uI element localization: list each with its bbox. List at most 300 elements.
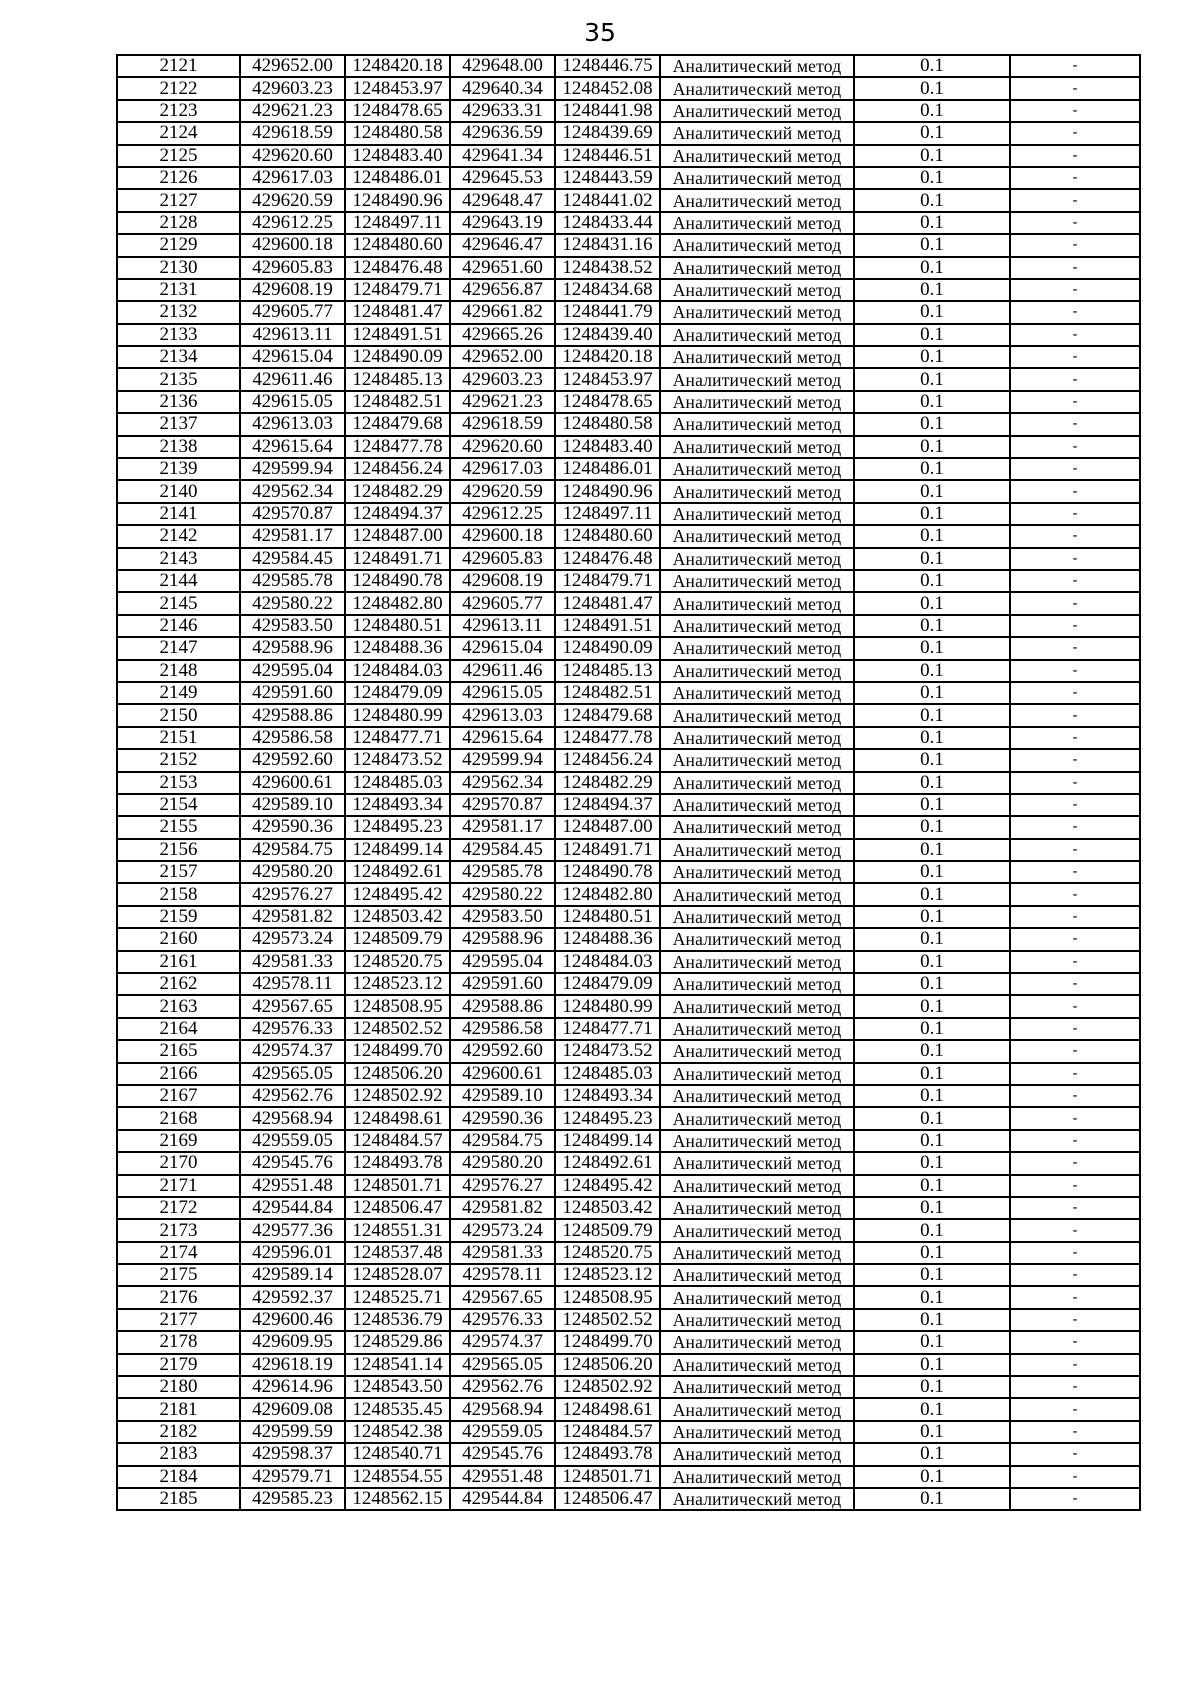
point-number-cell: 2143 — [117, 548, 240, 570]
table-row — [117, 704, 1140, 726]
x2-cell: 429568.94 — [450, 1398, 555, 1420]
y2-cell: 1248477.78 — [555, 727, 660, 749]
point-number-cell: 2136 — [117, 391, 240, 413]
method-cell: Аналитический метод — [660, 1488, 854, 1510]
table-row — [117, 1018, 1140, 1040]
method-cell: Аналитический метод — [660, 346, 854, 368]
y1-cell: 1248490.78 — [345, 570, 450, 592]
precision-cell: 0.1 — [854, 1130, 1010, 1152]
x1-cell: 429576.27 — [240, 883, 345, 905]
y1-cell: 1248536.79 — [345, 1309, 450, 1331]
method-cell: Аналитический метод — [660, 1018, 854, 1040]
y2-cell: 1248501.71 — [555, 1466, 660, 1488]
dash-cell: - — [1010, 1197, 1140, 1219]
point-number-cell: 2157 — [117, 861, 240, 883]
y1-cell: 1248473.52 — [345, 749, 450, 771]
point-number-cell: 2156 — [117, 839, 240, 861]
x2-cell: 429618.59 — [450, 413, 555, 435]
y2-cell: 1248523.12 — [555, 1264, 660, 1286]
precision-cell: 0.1 — [854, 727, 1010, 749]
method-cell: Аналитический метод — [660, 1286, 854, 1308]
method-cell: Аналитический метод — [660, 189, 854, 211]
x2-cell: 429591.60 — [450, 973, 555, 995]
y1-cell: 1248490.09 — [345, 346, 450, 368]
point-number-cell: 2177 — [117, 1309, 240, 1331]
x1-cell: 429551.48 — [240, 1175, 345, 1197]
dash-cell: - — [1010, 480, 1140, 502]
point-number-cell: 2131 — [117, 279, 240, 301]
coordinates-table — [116, 54, 1141, 1511]
y1-cell: 1248493.34 — [345, 794, 450, 816]
y1-cell: 1248506.47 — [345, 1197, 450, 1219]
x1-cell: 429600.61 — [240, 772, 345, 794]
dash-cell: - — [1010, 1130, 1140, 1152]
y1-cell: 1248503.42 — [345, 906, 450, 928]
precision-cell: 0.1 — [854, 570, 1010, 592]
y2-cell: 1248481.47 — [555, 592, 660, 614]
y2-cell: 1248493.34 — [555, 1085, 660, 1107]
y1-cell: 1248493.78 — [345, 1152, 450, 1174]
table-row — [117, 1354, 1140, 1376]
point-number-cell: 2150 — [117, 704, 240, 726]
dash-cell: - — [1010, 1107, 1140, 1129]
y2-cell: 1248498.61 — [555, 1398, 660, 1420]
table-row — [117, 682, 1140, 704]
method-cell: Аналитический метод — [660, 1175, 854, 1197]
dash-cell: - — [1010, 1421, 1140, 1443]
method-cell: Аналитический метод — [660, 772, 854, 794]
y2-cell: 1248441.98 — [555, 100, 660, 122]
point-number-cell: 2161 — [117, 951, 240, 973]
y1-cell: 1248476.48 — [345, 257, 450, 279]
point-number-cell: 2145 — [117, 592, 240, 614]
table-row — [117, 1197, 1140, 1219]
table-row — [117, 301, 1140, 323]
x2-cell: 429615.05 — [450, 682, 555, 704]
y1-cell: 1248499.14 — [345, 839, 450, 861]
table-row — [117, 861, 1140, 883]
y2-cell: 1248486.01 — [555, 458, 660, 480]
method-cell: Аналитический метод — [660, 257, 854, 279]
dash-cell: - — [1010, 167, 1140, 189]
table-row — [117, 167, 1140, 189]
precision-cell: 0.1 — [854, 682, 1010, 704]
table-row — [117, 212, 1140, 234]
y2-cell: 1248443.59 — [555, 167, 660, 189]
y1-cell: 1248420.18 — [345, 55, 450, 77]
method-cell: Аналитический метод — [660, 1107, 854, 1129]
method-cell: Аналитический метод — [660, 1421, 854, 1443]
x1-cell: 429596.01 — [240, 1242, 345, 1264]
y1-cell: 1248551.31 — [345, 1219, 450, 1241]
precision-cell: 0.1 — [854, 77, 1010, 99]
y2-cell: 1248433.44 — [555, 212, 660, 234]
precision-cell: 0.1 — [854, 257, 1010, 279]
table-row — [117, 1488, 1140, 1510]
x1-cell: 429577.36 — [240, 1219, 345, 1241]
x2-cell: 429584.45 — [450, 839, 555, 861]
y2-cell: 1248494.37 — [555, 794, 660, 816]
precision-cell: 0.1 — [854, 1376, 1010, 1398]
dash-cell: - — [1010, 55, 1140, 77]
x1-cell: 429565.05 — [240, 1063, 345, 1085]
table-row — [117, 1040, 1140, 1062]
dash-cell: - — [1010, 883, 1140, 905]
precision-cell: 0.1 — [854, 1421, 1010, 1443]
x1-cell: 429595.04 — [240, 660, 345, 682]
precision-cell: 0.1 — [854, 1443, 1010, 1465]
y2-cell: 1248439.40 — [555, 324, 660, 346]
x1-cell: 429581.33 — [240, 951, 345, 973]
precision-cell: 0.1 — [854, 928, 1010, 950]
precision-cell: 0.1 — [854, 816, 1010, 838]
x2-cell: 429584.75 — [450, 1130, 555, 1152]
table-row — [117, 794, 1140, 816]
y1-cell: 1248484.57 — [345, 1130, 450, 1152]
y1-cell: 1248492.61 — [345, 861, 450, 883]
table-row — [117, 100, 1140, 122]
precision-cell: 0.1 — [854, 1286, 1010, 1308]
dash-cell: - — [1010, 592, 1140, 614]
y1-cell: 1248480.60 — [345, 234, 450, 256]
point-number-cell: 2159 — [117, 906, 240, 928]
x1-cell: 429605.77 — [240, 301, 345, 323]
y1-cell: 1248482.51 — [345, 391, 450, 413]
dash-cell: - — [1010, 122, 1140, 144]
y2-cell: 1248484.57 — [555, 1421, 660, 1443]
dash-cell: - — [1010, 1488, 1140, 1510]
precision-cell: 0.1 — [854, 480, 1010, 502]
method-cell: Аналитический метод — [660, 1197, 854, 1219]
x2-cell: 429573.24 — [450, 1219, 555, 1241]
dash-cell: - — [1010, 1040, 1140, 1062]
precision-cell: 0.1 — [854, 749, 1010, 771]
y2-cell: 1248497.11 — [555, 503, 660, 525]
y2-cell: 1248479.09 — [555, 973, 660, 995]
x2-cell: 429633.31 — [450, 100, 555, 122]
x2-cell: 429585.78 — [450, 861, 555, 883]
x1-cell: 429580.22 — [240, 592, 345, 614]
table-row — [117, 324, 1140, 346]
dash-cell: - — [1010, 1242, 1140, 1264]
point-number-cell: 2171 — [117, 1175, 240, 1197]
x1-cell: 429599.59 — [240, 1421, 345, 1443]
table-row — [117, 772, 1140, 794]
x2-cell: 429615.04 — [450, 637, 555, 659]
y1-cell: 1248491.51 — [345, 324, 450, 346]
dash-cell: - — [1010, 301, 1140, 323]
y2-cell: 1248499.70 — [555, 1331, 660, 1353]
table-row — [117, 1175, 1140, 1197]
table-row — [117, 55, 1140, 77]
dash-cell: - — [1010, 928, 1140, 950]
table-row — [117, 1376, 1140, 1398]
method-cell: Аналитический метод — [660, 279, 854, 301]
dash-cell: - — [1010, 324, 1140, 346]
x2-cell: 429600.18 — [450, 525, 555, 547]
dash-cell: - — [1010, 816, 1140, 838]
dash-cell: - — [1010, 346, 1140, 368]
precision-cell: 0.1 — [854, 1398, 1010, 1420]
precision-cell: 0.1 — [854, 55, 1010, 77]
precision-cell: 0.1 — [854, 772, 1010, 794]
y1-cell: 1248523.12 — [345, 973, 450, 995]
x1-cell: 429611.46 — [240, 368, 345, 390]
y2-cell: 1248502.92 — [555, 1376, 660, 1398]
dash-cell: - — [1010, 212, 1140, 234]
precision-cell: 0.1 — [854, 145, 1010, 167]
precision-cell: 0.1 — [854, 301, 1010, 323]
x2-cell: 429562.34 — [450, 772, 555, 794]
x1-cell: 429585.78 — [240, 570, 345, 592]
x1-cell: 429578.11 — [240, 973, 345, 995]
point-number-cell: 2163 — [117, 995, 240, 1017]
y1-cell: 1248480.99 — [345, 704, 450, 726]
table-row — [117, 816, 1140, 838]
point-number-cell: 2144 — [117, 570, 240, 592]
table-row — [117, 548, 1140, 570]
table-row — [117, 391, 1140, 413]
x2-cell: 429648.47 — [450, 189, 555, 211]
table-row — [117, 615, 1140, 637]
x1-cell: 429583.50 — [240, 615, 345, 637]
precision-cell: 0.1 — [854, 324, 1010, 346]
y2-cell: 1248490.78 — [555, 861, 660, 883]
x2-cell: 429640.34 — [450, 77, 555, 99]
dash-cell: - — [1010, 1286, 1140, 1308]
precision-cell: 0.1 — [854, 279, 1010, 301]
x1-cell: 429562.76 — [240, 1085, 345, 1107]
method-cell: Аналитический метод — [660, 458, 854, 480]
table-row — [117, 257, 1140, 279]
point-number-cell: 2135 — [117, 368, 240, 390]
x1-cell: 429603.23 — [240, 77, 345, 99]
precision-cell: 0.1 — [854, 1331, 1010, 1353]
method-cell: Аналитический метод — [660, 1443, 854, 1465]
precision-cell: 0.1 — [854, 1197, 1010, 1219]
precision-cell: 0.1 — [854, 212, 1010, 234]
method-cell: Аналитический метод — [660, 973, 854, 995]
y2-cell: 1248479.68 — [555, 704, 660, 726]
table-row — [117, 906, 1140, 928]
x2-cell: 429645.53 — [450, 167, 555, 189]
point-number-cell: 2175 — [117, 1264, 240, 1286]
y2-cell: 1248478.65 — [555, 391, 660, 413]
point-number-cell: 2153 — [117, 772, 240, 794]
x1-cell: 429589.14 — [240, 1264, 345, 1286]
x1-cell: 429621.23 — [240, 100, 345, 122]
method-cell: Аналитический метод — [660, 637, 854, 659]
y2-cell: 1248485.03 — [555, 1063, 660, 1085]
method-cell: Аналитический метод — [660, 704, 854, 726]
x1-cell: 429579.71 — [240, 1466, 345, 1488]
table-row — [117, 189, 1140, 211]
x2-cell: 429578.11 — [450, 1264, 555, 1286]
y2-cell: 1248477.71 — [555, 1018, 660, 1040]
x1-cell: 429620.60 — [240, 145, 345, 167]
x2-cell: 429613.03 — [450, 704, 555, 726]
precision-cell: 0.1 — [854, 458, 1010, 480]
point-number-cell: 2122 — [117, 77, 240, 99]
x2-cell: 429612.25 — [450, 503, 555, 525]
y1-cell: 1248478.65 — [345, 100, 450, 122]
dash-cell: - — [1010, 1175, 1140, 1197]
coordinates-table-body — [117, 55, 1140, 1510]
precision-cell: 0.1 — [854, 660, 1010, 682]
precision-cell: 0.1 — [854, 839, 1010, 861]
y1-cell: 1248520.75 — [345, 951, 450, 973]
y2-cell: 1248480.60 — [555, 525, 660, 547]
y2-cell: 1248483.40 — [555, 436, 660, 458]
method-cell: Аналитический метод — [660, 301, 854, 323]
table-row — [117, 1063, 1140, 1085]
precision-cell: 0.1 — [854, 883, 1010, 905]
x1-cell: 429652.00 — [240, 55, 345, 77]
precision-cell: 0.1 — [854, 973, 1010, 995]
method-cell: Аналитический метод — [660, 570, 854, 592]
point-number-cell: 2128 — [117, 212, 240, 234]
precision-cell: 0.1 — [854, 1488, 1010, 1510]
precision-cell: 0.1 — [854, 1242, 1010, 1264]
x1-cell: 429615.64 — [240, 436, 345, 458]
dash-cell: - — [1010, 861, 1140, 883]
x2-cell: 429605.77 — [450, 592, 555, 614]
point-number-cell: 2147 — [117, 637, 240, 659]
method-cell: Аналитический метод — [660, 839, 854, 861]
table-row — [117, 973, 1140, 995]
x2-cell: 429576.27 — [450, 1175, 555, 1197]
x1-cell: 429598.37 — [240, 1443, 345, 1465]
x1-cell: 429581.17 — [240, 525, 345, 547]
dash-cell: - — [1010, 1018, 1140, 1040]
method-cell: Аналитический метод — [660, 100, 854, 122]
precision-cell: 0.1 — [854, 391, 1010, 413]
x2-cell: 429559.05 — [450, 1421, 555, 1443]
dash-cell: - — [1010, 973, 1140, 995]
point-number-cell: 2185 — [117, 1488, 240, 1510]
method-cell: Аналитический метод — [660, 1376, 854, 1398]
y2-cell: 1248499.14 — [555, 1130, 660, 1152]
table-row — [117, 883, 1140, 905]
y1-cell: 1248477.71 — [345, 727, 450, 749]
precision-cell: 0.1 — [854, 1063, 1010, 1085]
y2-cell: 1248506.47 — [555, 1488, 660, 1510]
table-row — [117, 145, 1140, 167]
table-row — [117, 951, 1140, 973]
y2-cell: 1248434.68 — [555, 279, 660, 301]
x1-cell: 429580.20 — [240, 861, 345, 883]
dash-cell: - — [1010, 100, 1140, 122]
dash-cell: - — [1010, 413, 1140, 435]
x1-cell: 429576.33 — [240, 1018, 345, 1040]
point-number-cell: 2170 — [117, 1152, 240, 1174]
x2-cell: 429611.46 — [450, 660, 555, 682]
table-row — [117, 995, 1140, 1017]
y2-cell: 1248495.42 — [555, 1175, 660, 1197]
y1-cell: 1248479.71 — [345, 279, 450, 301]
x2-cell: 429588.86 — [450, 995, 555, 1017]
method-cell: Аналитический метод — [660, 1063, 854, 1085]
point-number-cell: 2183 — [117, 1443, 240, 1465]
y2-cell: 1248485.13 — [555, 660, 660, 682]
x2-cell: 429651.60 — [450, 257, 555, 279]
method-cell: Аналитический метод — [660, 682, 854, 704]
method-cell: Аналитический метод — [660, 1264, 854, 1286]
method-cell: Аналитический метод — [660, 816, 854, 838]
y2-cell: 1248431.16 — [555, 234, 660, 256]
y2-cell: 1248488.36 — [555, 928, 660, 950]
precision-cell: 0.1 — [854, 1085, 1010, 1107]
y1-cell: 1248554.55 — [345, 1466, 450, 1488]
y1-cell: 1248540.71 — [345, 1443, 450, 1465]
method-cell: Аналитический метод — [660, 167, 854, 189]
x1-cell: 429586.58 — [240, 727, 345, 749]
table-row — [117, 928, 1140, 950]
dash-cell: - — [1010, 1219, 1140, 1241]
precision-cell: 0.1 — [854, 951, 1010, 973]
x2-cell: 429636.59 — [450, 122, 555, 144]
y2-cell: 1248446.51 — [555, 145, 660, 167]
dash-cell: - — [1010, 794, 1140, 816]
y1-cell: 1248499.70 — [345, 1040, 450, 1062]
x2-cell: 429665.26 — [450, 324, 555, 346]
table-row — [117, 1466, 1140, 1488]
method-cell: Аналитический метод — [660, 1130, 854, 1152]
dash-cell: - — [1010, 682, 1140, 704]
dash-cell: - — [1010, 368, 1140, 390]
point-number-cell: 2184 — [117, 1466, 240, 1488]
dash-cell: - — [1010, 234, 1140, 256]
precision-cell: 0.1 — [854, 995, 1010, 1017]
y1-cell: 1248497.11 — [345, 212, 450, 234]
point-number-cell: 2121 — [117, 55, 240, 77]
precision-cell: 0.1 — [854, 1175, 1010, 1197]
point-number-cell: 2179 — [117, 1354, 240, 1376]
x2-cell: 429615.64 — [450, 727, 555, 749]
x2-cell: 429570.87 — [450, 794, 555, 816]
y1-cell: 1248479.09 — [345, 682, 450, 704]
point-number-cell: 2164 — [117, 1018, 240, 1040]
method-cell: Аналитический метод — [660, 122, 854, 144]
y2-cell: 1248490.96 — [555, 480, 660, 502]
method-cell: Аналитический метод — [660, 1354, 854, 1376]
x1-cell: 429584.75 — [240, 839, 345, 861]
x1-cell: 429544.84 — [240, 1197, 345, 1219]
method-cell: Аналитический метод — [660, 883, 854, 905]
point-number-cell: 2158 — [117, 883, 240, 905]
point-number-cell: 2129 — [117, 234, 240, 256]
x1-cell: 429592.37 — [240, 1286, 345, 1308]
point-number-cell: 2141 — [117, 503, 240, 525]
y2-cell: 1248491.51 — [555, 615, 660, 637]
dash-cell: - — [1010, 548, 1140, 570]
point-number-cell: 2132 — [117, 301, 240, 323]
y2-cell: 1248493.78 — [555, 1443, 660, 1465]
y2-cell: 1248480.51 — [555, 906, 660, 928]
x2-cell: 429581.33 — [450, 1242, 555, 1264]
precision-cell: 0.1 — [854, 704, 1010, 726]
y2-cell: 1248446.75 — [555, 55, 660, 77]
point-number-cell: 2162 — [117, 973, 240, 995]
y1-cell: 1248485.03 — [345, 772, 450, 794]
x2-cell: 429567.65 — [450, 1286, 555, 1308]
dash-cell: - — [1010, 1398, 1140, 1420]
dash-cell: - — [1010, 391, 1140, 413]
point-number-cell: 2154 — [117, 794, 240, 816]
precision-cell: 0.1 — [854, 413, 1010, 435]
table-row — [117, 1242, 1140, 1264]
method-cell: Аналитический метод — [660, 525, 854, 547]
